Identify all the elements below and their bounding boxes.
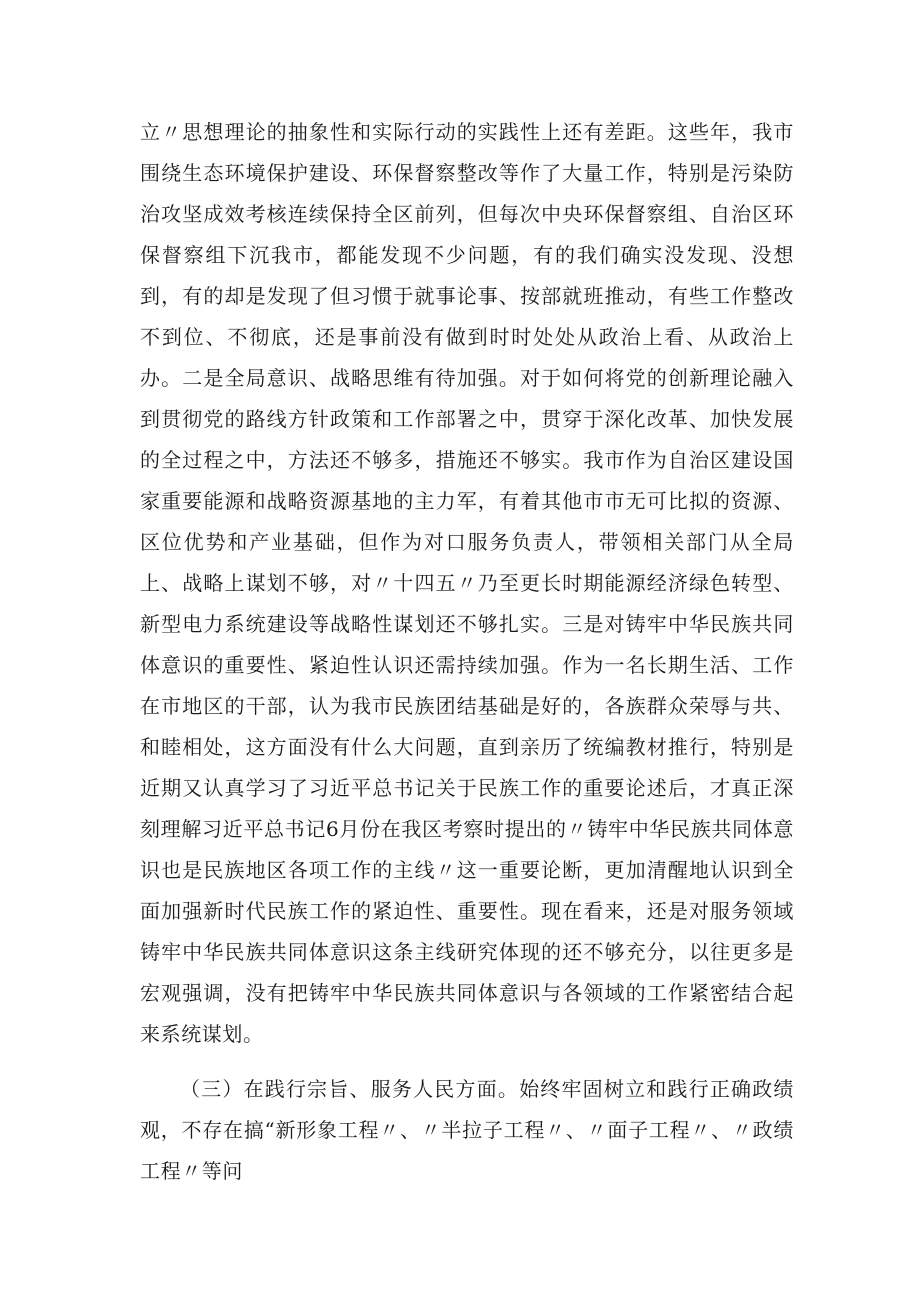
document-body [140,112,794,1192]
paragraph-continuation: 立〃思想理论的抽象性和实际行动的实践性上还有差距。这些年，我市围绕生态环境保护建设、环保督察整改等作了大量工作，特别是污染防治攻坚成效考核连续保持全区前列，但每次中央环保督察组、自治区环保督察组下沉我市，都能发现不少问题，有的我们确实没发现、没想到，有的却是发现了但习惯于就事论事、按部就班推动，有些工作整改不到位、不彻底，还是事前没有做到时时处处从政治上看、从政治上办。二是全局意识、战略思维有待加强。对于如何将党的创新理论融入到贯彻党的路线方针政策和工作部署之中，贯穿于深化改革、加快发展的全过程之中，方法还不够多，措施还不够实。我市作为自治区建设国家重要能源和战略资源基地的主力军，有着其他市市无可比拟的资源、区位优势和产业基础，但作为对口服务负责人，带领相关部门从全局上、战略上谋划不够，对〃十四五〃乃至更长时期能源经济绿色转型、新型电力系统建设等战略性谋划还不够扎实。三是对铸牢中华民族共同体意识的重要性、紧迫性认识还需持续加强。作为一名长期生活、工作在市地区的干部，认为我市民族团结基础是好的，各族群众荣辱与共、和睦相处，这方面没有什么大问题，直到亲历了统编教材推行，特别是近期又认真学习了习近平总书记关于民族工作的重要论述后，才真正深刻理解习近平总书记6月份在我区考察时提出的〃铸牢中华民族共同体意识也是民族地区各项工作的主线〃这一重要论断，更加清醒地认识到全面加强新时代民族工作的紧迫性、重要性。现在看来，还是对服务领域铸牢中华民族共同体意识这条主线研究体现的还不够充分，以往更多是宏观强调，没有把铸牢中华民族共同体意识与各领域的工作紧密结合起来系统谋划。 [140,120,794,1046]
paragraph-section-three: （三）在践行宗旨、服务人民方面。始终牢固树立和践行正确政绩观，不存在搞“新形象工程〃、〃半拉子工程〃、〃面子工程〃、〃政绩工程〃等问 [140,1077,794,1183]
